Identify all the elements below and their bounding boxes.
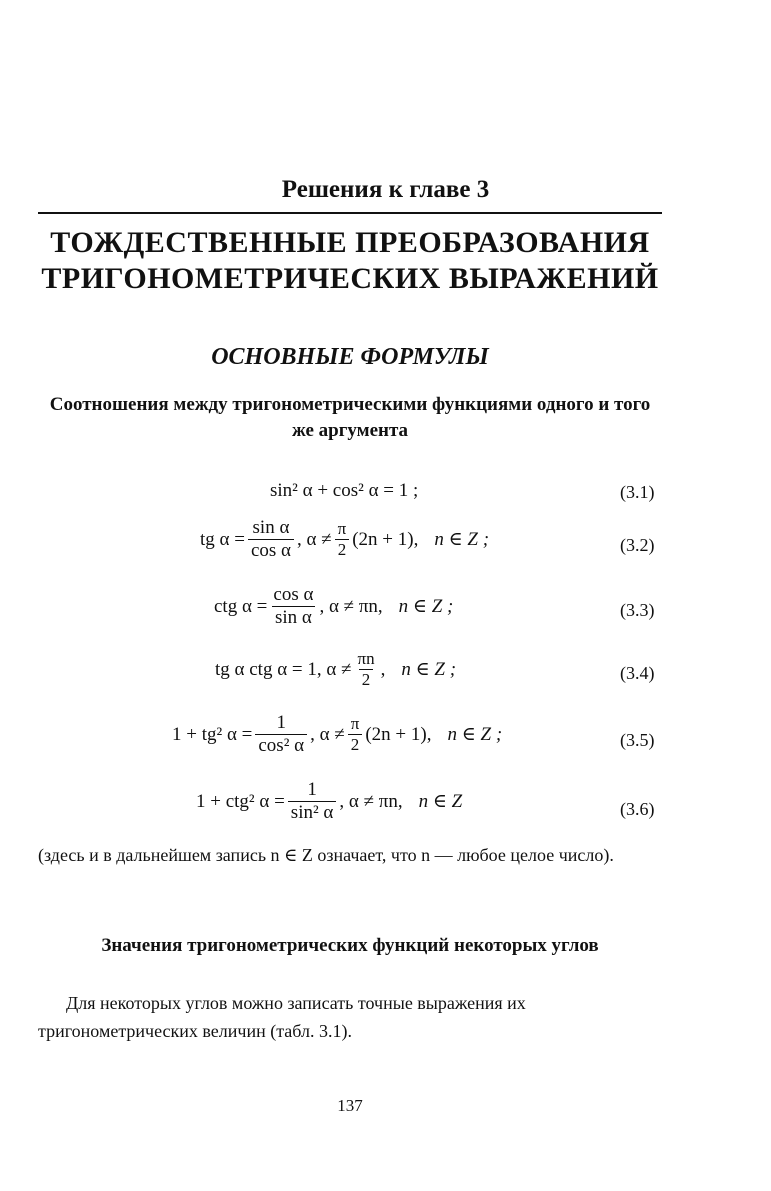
chapter-title-line-2: ТРИГОНОМЕТРИЧЕСКИХ ВЫРАЖЕНИЙ: [41, 262, 659, 295]
subsection-heading: Соотношения между тригонометрическими функциями одного и того же аргумента: [49, 394, 651, 441]
formula-3-5-domain: n ∈ Z ;: [447, 724, 503, 745]
formula-3-5-condition-fraction: [348, 715, 363, 754]
body-paragraph: Для некоторых углов можно записать точные выражения их тригонометрических величин (табл. 3.1).: [38, 993, 526, 1041]
formula-3-5: [172, 713, 502, 756]
formula-3-6: [196, 780, 462, 823]
formula-3-6-fraction: [288, 780, 337, 823]
formula-3-2: [200, 518, 489, 561]
formula-3-3: [214, 585, 453, 628]
equation-number-3-4: (3.4): [620, 663, 655, 683]
formula-3-5-condition-numerator: π: [350, 714, 360, 733]
formula-3-2-denominator: cos α: [248, 539, 294, 561]
equation-number-3-2: (3.2): [620, 535, 655, 555]
chapter-heading: Решения к главе 3: [281, 176, 490, 203]
formula-3-5-fraction: [255, 713, 307, 756]
formula-3-6-condition: , α ≠ πn,: [339, 790, 403, 812]
formula-3-4-numerator: πn: [357, 649, 375, 668]
formula-3-2-fraction: [248, 518, 294, 561]
formula-3-3-denominator: sin α: [272, 606, 315, 628]
formula-3-5-condition-denominator: 2: [348, 734, 363, 754]
formula-3-2-condition-rhs: (2n + 1),: [352, 528, 419, 550]
formula-3-3-domain: n ∈ Z ;: [398, 596, 454, 617]
equation-number-3-6: (3.6): [620, 799, 655, 819]
equation-number-3-1: (3.1): [620, 482, 655, 502]
formula-3-2-numerator: sin α: [252, 517, 290, 538]
equation-number-3-3: (3.3): [620, 600, 655, 620]
subsection-heading-values: Значения тригонометрических функций некоторых углов: [101, 935, 599, 956]
page-number: 137: [337, 1096, 363, 1115]
formula-3-5-denominator: cos² α: [255, 734, 307, 756]
formula-3-4-tail: ,: [380, 658, 386, 680]
formula-3-4-lhs: tg α ctg α = 1, α ≠: [215, 658, 352, 680]
equation-number-3-5: (3.5): [620, 730, 655, 750]
formula-3-2-condition-numerator: π: [337, 519, 347, 538]
heading-divider: [38, 212, 662, 214]
formula-3-4-fraction: [355, 650, 378, 689]
formula-3-4-domain: n ∈ Z ;: [401, 659, 457, 680]
chapter-title-line-1: ТОЖДЕСТВЕННЫЕ ПРЕОБРАЗОВАНИЯ: [50, 226, 650, 259]
formula-3-6-numerator: 1: [307, 779, 317, 800]
formula-3-1: [270, 480, 418, 502]
formula-3-6-denominator: sin² α: [288, 801, 337, 823]
formula-3-3-condition: , α ≠ πn,: [319, 595, 383, 617]
formula-3-5-numerator: 1: [276, 712, 286, 733]
formula-3-6-domain: n ∈ Z: [418, 791, 463, 812]
formula-3-2-domain: n ∈ Z ;: [434, 529, 490, 550]
formula-3-2-condition-denominator: 2: [335, 539, 350, 559]
formula-3-3-fraction: [270, 585, 316, 628]
formula-3-4-denominator: 2: [359, 669, 374, 689]
formula-3-2-lhs: tg α =: [200, 528, 245, 550]
formula-3-6-lhs: 1 + ctg² α =: [196, 790, 285, 812]
formula-3-3-lhs: ctg α =: [214, 595, 268, 617]
formula-3-2-condition-fraction: [335, 520, 350, 559]
notation-note: (здесь и в дальнейшем запись n ∈ Z означает, что n — любое целое число).: [38, 845, 614, 865]
formula-3-5-condition-rhs: (2n + 1),: [365, 723, 432, 745]
formula-3-2-condition-lhs: , α ≠: [297, 528, 332, 550]
formula-3-5-condition-lhs: , α ≠: [310, 723, 345, 745]
formula-3-3-numerator: cos α: [273, 584, 314, 605]
section-heading: ОСНОВНЫЕ ФОРМУЛЫ: [211, 344, 489, 370]
formula-3-4: [215, 650, 456, 689]
formula-3-5-lhs: 1 + tg² α =: [172, 723, 253, 745]
formula-3-1-body: sin² α + cos² α = 1 ;: [270, 480, 419, 501]
